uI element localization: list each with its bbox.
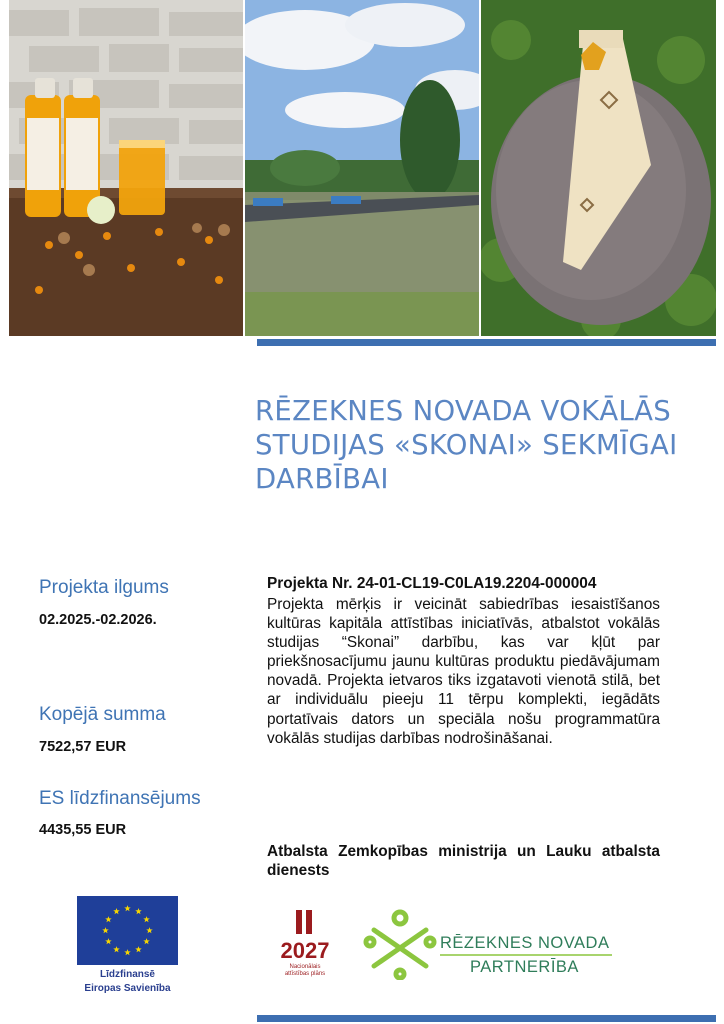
page-title [255, 394, 715, 496]
nap-2027-logo [272, 910, 338, 982]
nap-year: 2027 [280, 938, 330, 963]
total-sum-value: 7522,57 EUR [39, 739, 127, 755]
duration-label: Projekta ilgums [39, 577, 169, 598]
eu-caption-line-2: Eiropas Savienība [84, 983, 171, 994]
title-line-2: STUDIJAS «SKONAI» SEKMĪGAI [255, 429, 678, 461]
project-description: Projekta mērķis ir veicināt sabiedrības iesaistīšanos kultūras kapitāla attīstības iniciatīvās, atbalstot vokālās studijas “Skonai” darbību, kas var kļūt par priekšnosacījumu jaunu kultūras produktu piedāvājumam novadā. Projekta ietvaros tiks izgatavoti vienotā stilā, bet ar individuālu pieeju 11 tērpu komplekti, iegādāts portatīvais dators un speciāla nošu programmatūra vokālās studijas darbības nodrošināšanai. [267, 596, 660, 747]
project-number: Projekta Nr. 24-01-CL19-C0LA19.2204-000004 [267, 575, 597, 592]
rnp-line-1: RĒZEKNES NOVADA [440, 934, 610, 952]
nap-text-line-2: attīstības plāns [284, 971, 326, 977]
total-sum-label: Kopējā summa [39, 704, 166, 725]
title-line-3: DARBĪBAI [255, 463, 389, 495]
support-statement: Atbalsta Zemkopības ministrija un Lauku atbalsta dienests [267, 843, 660, 880]
eu-cofinancing-value: 4435,55 EUR [39, 822, 127, 838]
eu-cofinancing-label: ES līdzfinansējums [39, 788, 201, 809]
duration-value: 02.2025.-02.2026. [39, 612, 157, 628]
eu-caption-line-1: Līdzfinansē [99, 969, 155, 980]
nap-text-line-1: Nacionālais [289, 964, 321, 970]
eu-flag-logo [77, 896, 178, 965]
sea-buckthorn-drinks-photo [9, 0, 243, 336]
rezeknes-partneriba-logo [362, 908, 622, 980]
top-accent-bar [257, 339, 716, 346]
title-line-1: RĒZEKNES NOVADA VOKĀLĀS [255, 395, 672, 427]
rnp-line-2: PARTNERĪBA [470, 958, 579, 976]
bottom-accent-bar [257, 1015, 716, 1022]
lake-pier-photo [245, 0, 479, 336]
kokle-on-stone-photo [481, 0, 716, 336]
